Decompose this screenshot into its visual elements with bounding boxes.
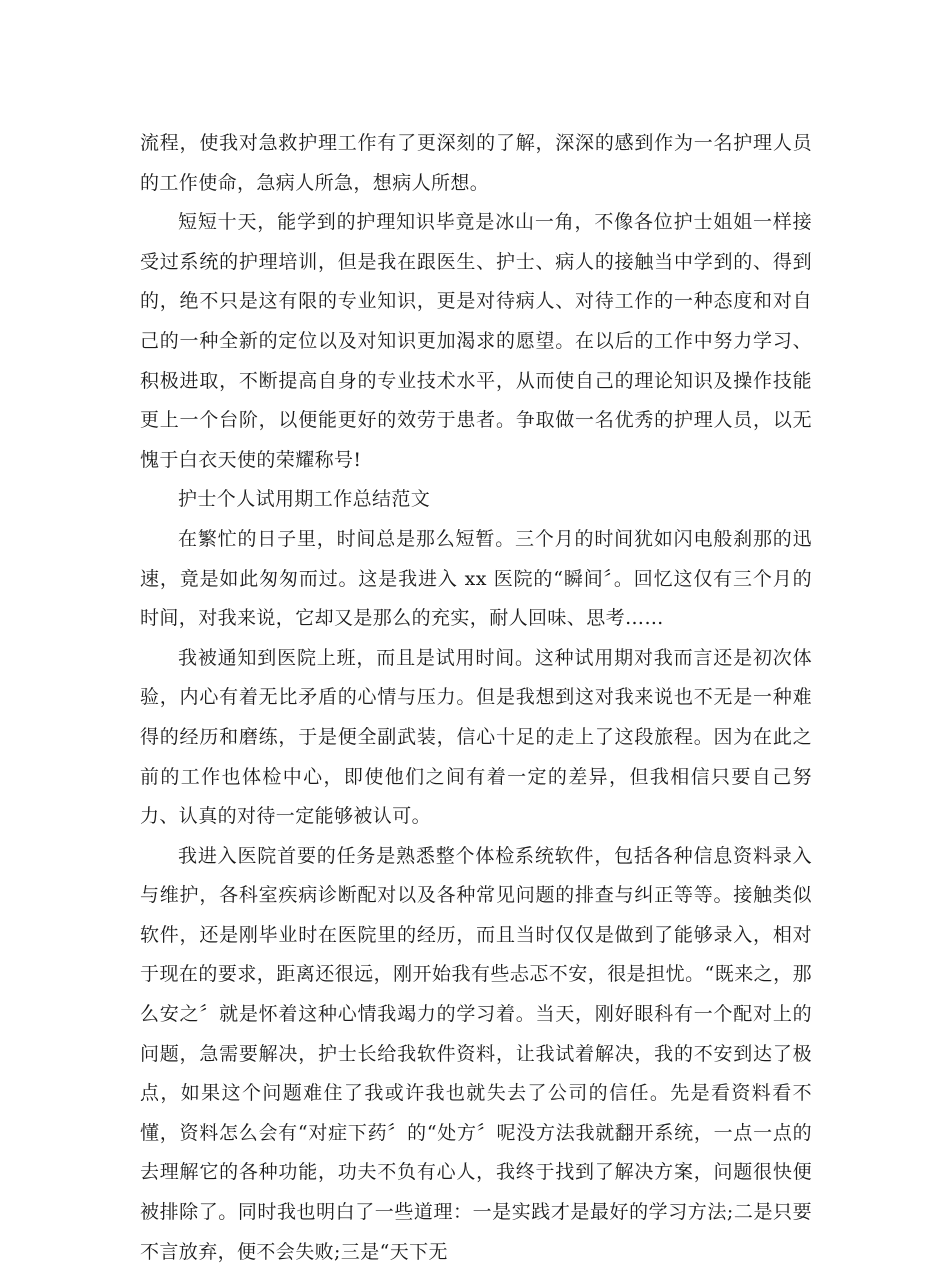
- paragraph-3: 在繁忙的日子里，时间总是那么短暂。三个月的时间犹如闪电般刹那的迅速，竟是如此匆匆而过。这是我进入 xx 医院的“瞬间〞。回忆这仅有三个月的时间，对我来说，它却又是那么的充实，耐人回味、思考……: [140, 527, 812, 630]
- document-body: [140, 124, 812, 1272]
- paragraph-1: 流程，使我对急救护理工作有了更深刻的了解，深深的感到作为一名护理人员的工作使命，急病人所急，想病人所想。: [140, 132, 812, 194]
- paragraph-2: 短短十天，能学到的护理知识毕竟是冰山一角，不像各位护士姐姐一样接受过系统的护理培训，但是我在跟医生、护士、病人的接触当中学到的、得到的，绝不只是这有限的专业知识，更是对待病人、对待工作的一种态度和对自己的一种全新的定位以及对知识更加渴求的愿望。在以后的工作中努力学习、积极进取，不断提高自身的专业技术水平，从而使自己的理论知识及操作技能更上一个台阶，以便能更好的效劳于患者。争取做一名优秀的护理人员，以无愧于白衣天使的荣耀称号!: [140, 211, 812, 471]
- section-heading: 护士个人试用期工作总结范文: [178, 488, 431, 511]
- paragraph-5: 我进入医院首要的任务是熟悉整个体检系统软件，包括各种信息资料录入与维护，各科室疾病诊断配对以及各种常见问题的排查与纠正等等。接触类似软件，还是刚毕业时在医院里的经历，而且当时仅仅是做到了能够录入，相对于现在的要求，距离还很远，刚开始我有些忐忑不安，很是担忧。“既来之，那么安之〞就是怀着这种心情我竭力的学习着。当天，刚好眼科有一个配对上的问题，急需要解决，护士长给我软件资料，让我试着解决，我的不安到达了极点，如果这个问题难住了我或许我也就失去了公司的信任。先是看资料看不懂，资料怎么会有“对症下药〞的“处方〞呢没方法我就翻开系统，一点一点的去理解它的各种功能，功夫不负有心人，我终于找到了解决方案，问题很快便被排除了。同时我也明白了一些道理：一是实践才是最好的学习方法;二是只要不言放弃，便不会失败;三是“天下无: [140, 844, 812, 1263]
- paragraph-4: 我被通知到医院上班，而且是试用时间。这种试用期对我而言还是初次体验，内心有着无比矛盾的心情与压力。但是我想到这对我来说也不无是一种难得的经历和磨练，于是便全副武装，信心十足的走上了这段旅程。因为在此之前的工作也体检中心，即使他们之间有着一定的差异，但我相信只要自己努力、认真的对待一定能够被认可。: [140, 646, 812, 828]
